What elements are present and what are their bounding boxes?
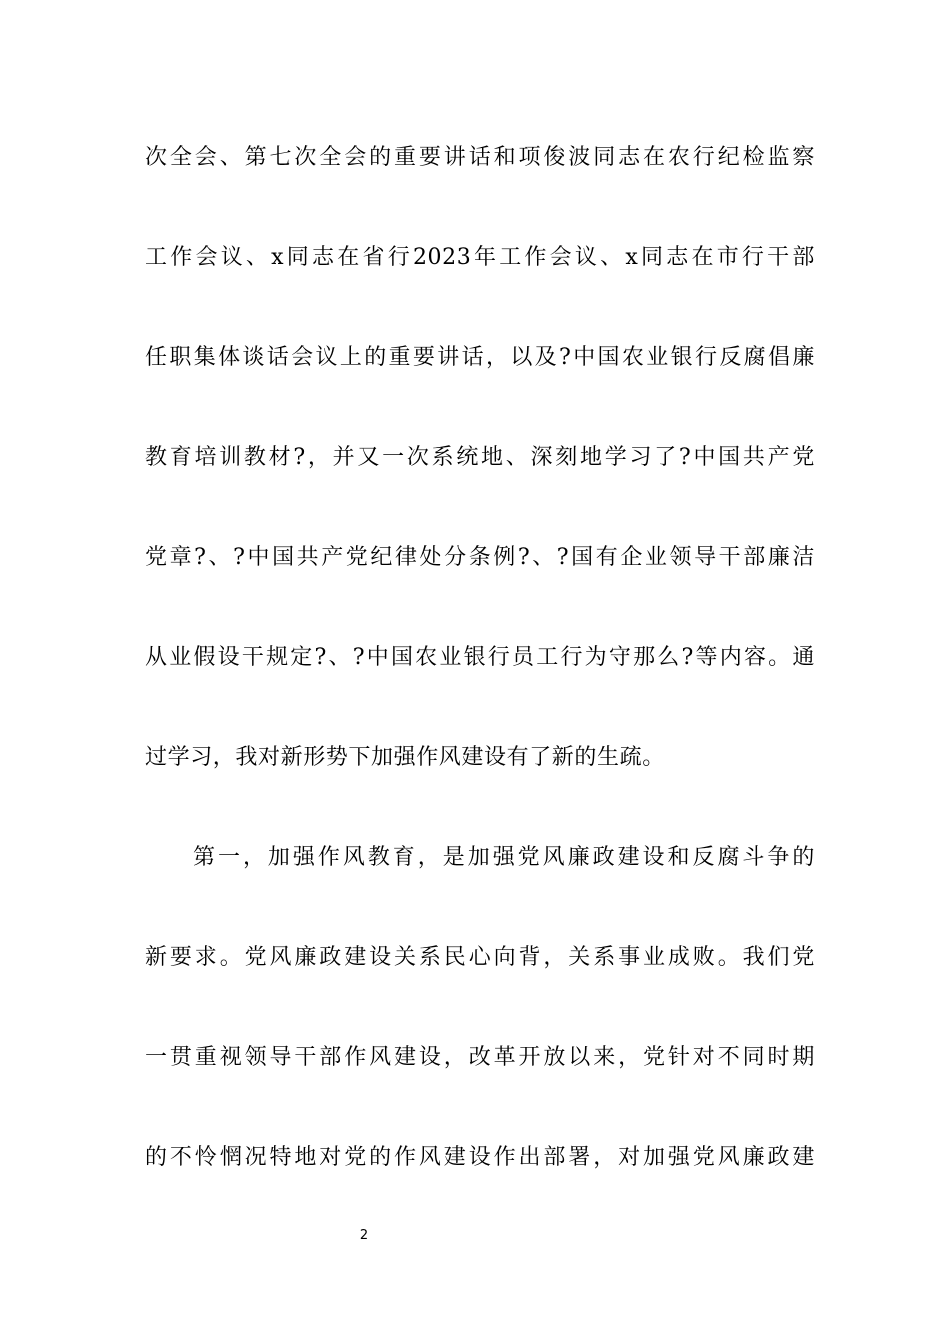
text-line-9: 新要求。党风廉政建设关系民心向背，关系事业成败。我们党	[145, 945, 815, 970]
text-line-5: 党章?、?中国共产党纪律处分条例?、?国有企业领导干部廉洁	[145, 545, 815, 570]
text-line-11: 的不怜惘况特地对党的作风建设作出部署，对加强党风廉政建	[145, 1145, 815, 1170]
text-line-7: 过学习，我对新形势下加强作风建设有了新的生疏。	[145, 745, 665, 770]
text-line-2: 工作会议、x同志在省行2023年工作会议、x同志在市行干部	[145, 245, 815, 270]
text-line-1: 次全会、第七次全会的重要讲话和项俊波同志在农行纪检监察	[145, 145, 815, 170]
text-line-6: 从业假设干规定?、?中国农业银行员工行为守那么?等内容。通	[145, 645, 815, 670]
text-line-4: 教育培训教材?，并又一次系统地、深刻地学习了?中国共产党	[145, 445, 815, 470]
text-line-10: 一贯重视领导干部作风建设，改革开放以来，党针对不同时期	[145, 1045, 815, 1070]
text-line-8: 第一，加强作风教育，是加强党风廉政建设和反腐斗争的	[193, 845, 815, 870]
page-number: 2	[359, 1228, 369, 1243]
text-line-3: 任职集体谈话会议上的重要讲话，以及?中国农业银行反腐倡廉	[145, 345, 815, 370]
